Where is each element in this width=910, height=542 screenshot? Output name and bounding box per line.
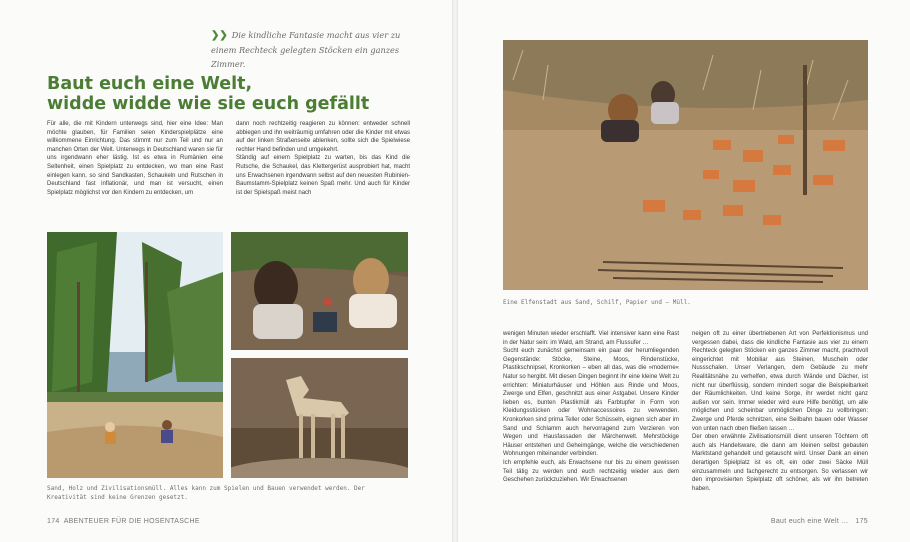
quote-mark-icon: ❯❯ — [211, 30, 228, 41]
fairy-town-illustration — [503, 40, 868, 290]
photo-fairy-town — [503, 40, 868, 290]
title-line-2: widde widde wie sie euch gefällt — [47, 94, 370, 114]
right-column-2 — [692, 330, 868, 493]
page-number: 175 — [855, 518, 868, 525]
left-photo-caption: Sand, Holz und Zivilisationsmüll. Alles kann zum Spielen und Bauen verwendet werden. Der Kreativität sind keine Grenzen gesetzt. — [47, 485, 365, 501]
right-column-1 — [503, 330, 679, 485]
paragraph: dann noch rechtzeitig reagieren zu können: entweder schnell abbiegen und ihn weiträumig umfahren oder die Kinder mit etwas auf der linken Straßenseite ablenken, sollte sich die Spielwiese rechter Hand befinden und umgekehrt. — [236, 121, 410, 153]
paragraph: Ich empfehle euch, als Erwachsene nur bis zu einem gewissen Teil tätig zu werden und euch rechtzeitig wieder aus dem Geschehen zurückzuziehen. Wir Erwachsenen — [503, 459, 679, 484]
paragraph: Ständig auf einem Spielplatz zu warten, bis das Kind die Rutsche, die Schaukel, das Klettergerüst ausprobiert hat, macht uns Erwachsenen irgendwann selbst auf den neuesten Rubinien-Baumstamm-Spielplatz keinen Spaß mehr. Und auch für Kinder ist der Spielspaß meist nach — [236, 155, 410, 196]
right-folio — [758, 518, 868, 525]
left-column-1 — [47, 120, 223, 197]
lake-illustration — [47, 232, 223, 478]
page-title — [47, 74, 427, 114]
running-head: ABENTEUER FÜR DIE HOSENTASCHE — [63, 518, 200, 525]
left-page — [0, 0, 452, 542]
paragraph: Für alle, die mit Kindern unterwegs sind, hier eine Idee: Man möchte glauben, für Familien seien Kinderspielplätze eine willkommene Einrichtung. Das stimmt nur zum Teil und nur an manchen Orten der Welt. Unterwegs in Deutschland waren sie für uns irgendwann eher lästig. Ist es etwa in Rumänien eine Seltenheit, einen Spielplatz zu entdecken, wo man eine Rast einlegen kann, so sind Sandkasten, Schaukeln und Rutschen in Deutschland fast inflationär, und man ist versucht, einen Spielplatz möglichst vor den Kindern zu entdecken, um — [47, 121, 223, 196]
pull-quote — [211, 28, 421, 71]
photo-children-at-lake — [47, 232, 223, 478]
right-photo-caption: Eine Elfenstadt aus Sand, Schilf, Papier und – Müll. — [503, 299, 691, 306]
photo-wooden-horse — [231, 358, 408, 478]
paragraph: neigen oft zu einer übertriebenen Art von Perfektionismus und vergessen dabei, dass die kindliche Fantasie aus vier zu einem Rechteck gelegten Stöcken ein ganzes Zimmer macht, prachtvoll eingerichtet mit Mobiliar aus Steinen, Muscheln oder Nussschalen. Unser Verlangen, dem Gebäude zu mehr Realitätsnähe zu verhelfen, etwa durch Wände und Dächer, ist nicht nur überflüssig, sondern mindert sogar die Beispielbarkeit der Räumlichkeiten. Und keine Sorge, ihr werdet nicht ganz außen vor sein. Immer wieder wird eure Hilfe benötigt, um alle möglichen und scheinbar unmöglichen Dinge zu vollbringen: Zwerge und Pferde schnitzen, eine Seilbahn bauen oder Wasser von unten nach oben fließen lassen … — [692, 331, 868, 432]
pull-quote-text: Die kindliche Fantasie macht aus vier zu einem Rechteck gelegten Stöcken ein ganzes Zimmer. — [211, 30, 401, 69]
page-number: 174 — [47, 518, 60, 525]
running-head: Baut euch eine Welt … — [770, 518, 849, 525]
girls-illustration — [231, 232, 408, 350]
paragraph: wenigen Minuten wieder erschlafft. Viel intensiver kann eine Rast in der Natur sein: im Wald, am Strand, am Flussufer … — [503, 331, 679, 346]
photo-girls-playing — [231, 232, 408, 350]
title-line-1: Baut euch eine Welt, — [47, 74, 253, 94]
paragraph: Sucht euch zunächst gemeinsam ein paar der herumliegenden Gegenstände: Stöcke, Steine, Moos, Rindenstücke, Plastikschnipsel, Kronkorken – eben all das, was die »moderne« Natur so hergibt. Mit diesen Dingen beginnt ihr eine kleine Welt zu errichten: Miniaturhäuser und Höhlen aus Rinde und Moos, Zwerge und Elfen, geschnitzt aus einer Astgabel. Unsere Kinder lieben es, bunten Plastikmüll als Farbtupfer in Form von Kleidungsstücken oder Wohnaccessoires zu verwenden. Kronkorken sind prima Teller oder Schüsseln, eignen sich aber im Sand und Schlamm auch hervorragend zum Verzieren von Wegen und Hausfassaden der Märchenwelt. Mehrstöckige Häuser entstehen und Geheimgänge, welche die verschiedenen Wohnungen miteinander verbinden. — [503, 348, 679, 458]
right-page — [458, 0, 910, 542]
left-folio — [47, 518, 200, 525]
paragraph: Der oben erwähnte Zivilisationsmüll dient unseren Töchtern oft auch als Handelsware, die dann am kleinen selbst gebauten Marktstand gehandelt und getauscht wird. Unser Dank an einen derartigen Spielplatz ist es oft, ein oder zwei Säcke Müll einzusammeln und fachgerecht zu entsorgen. So verlassen wir den improvisierten Spielplatz oft schöner, als wir ihn betreten haben. — [692, 434, 868, 492]
left-column-2 — [236, 120, 410, 197]
horse-illustration — [231, 358, 408, 478]
